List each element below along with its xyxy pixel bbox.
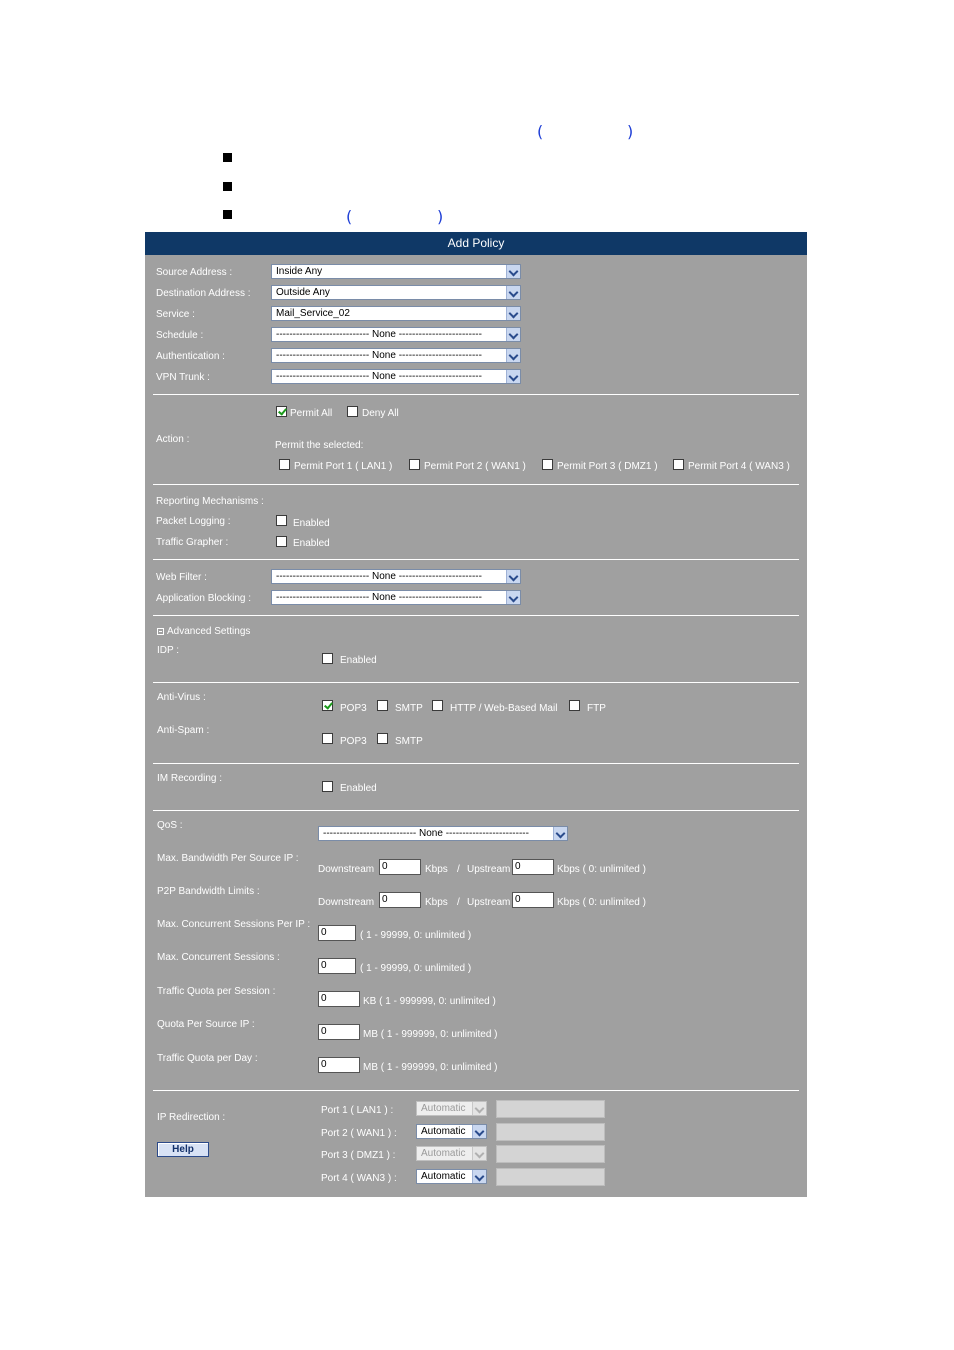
av-pop3-label: POP3 — [340, 703, 367, 714]
kbps-unlimited-label: Kbps ( 0: unlimited ) — [557, 864, 646, 875]
chevron-down-icon[interactable] — [472, 1125, 486, 1138]
permit-port-3-checkbox[interactable] — [542, 459, 553, 470]
quota-source-ip-label: Quota Per Source IP : — [157, 1019, 255, 1030]
packet-logging-label: Packet Logging : — [156, 516, 231, 527]
destination-address-label: Destination Address : — [156, 288, 251, 299]
max-sessions-per-ip-input[interactable]: 0 — [318, 925, 356, 941]
redirect-port-2-ip-input[interactable] — [496, 1123, 605, 1141]
doc-paren-close: ) — [627, 122, 634, 141]
im-recording-enabled-label: Enabled — [340, 783, 377, 794]
quota-source-ip-input[interactable]: 0 — [318, 1024, 360, 1040]
deny-all-checkbox[interactable] — [347, 406, 358, 417]
p2p-downstream-input[interactable]: 0 — [379, 892, 421, 908]
redirect-port-1-ip-input[interactable] — [496, 1100, 605, 1118]
av-smtp-checkbox[interactable] — [377, 700, 388, 711]
chevron-down-icon[interactable] — [472, 1170, 486, 1183]
traffic-quota-day-label: Traffic Quota per Day : — [157, 1053, 258, 1064]
source-address-select[interactable]: Inside Any — [271, 264, 521, 279]
permit-selected-label: Permit the selected: — [275, 440, 364, 451]
permit-port-4-label: Permit Port 4 ( WAN3 ) — [688, 461, 790, 472]
as-pop3-label: POP3 — [340, 736, 367, 747]
redirect-port-4-select[interactable]: Automatic — [416, 1169, 487, 1184]
idp-enabled-label: Enabled — [340, 655, 377, 666]
im-recording-label: IM Recording : — [157, 773, 223, 784]
idp-label: IDP : — [157, 645, 180, 656]
upstream-label: Upstream — [467, 864, 511, 875]
chevron-down-icon[interactable] — [506, 328, 520, 341]
max-sessions-input[interactable]: 0 — [318, 958, 356, 974]
traffic-grapher-label: Traffic Grapher : — [156, 537, 229, 548]
max-bandwidth-upstream-input[interactable]: 0 — [512, 859, 554, 875]
p2p-upstream-input[interactable]: 0 — [512, 892, 554, 908]
traffic-quota-session-input[interactable]: 0 — [318, 991, 360, 1007]
schedule-label: Schedule : — [156, 330, 204, 341]
upstream-label: Upstream — [467, 897, 511, 908]
as-pop3-checkbox[interactable] — [322, 733, 333, 744]
redirect-port-2-select[interactable]: Automatic — [416, 1124, 487, 1139]
mb-hint: MB ( 1 - 999999, 0: unlimited ) — [363, 1029, 498, 1040]
authentication-label: Authentication : — [156, 351, 225, 362]
chevron-down-icon[interactable] — [472, 1102, 486, 1115]
permit-port-1-checkbox[interactable] — [279, 459, 290, 470]
reporting-mechanisms-label: Reporting Mechanisms : — [156, 496, 264, 507]
redirect-port-1-label: Port 1 ( LAN1 ) : — [321, 1105, 394, 1116]
anti-spam-label: Anti-Spam : — [157, 725, 210, 736]
section-divider — [153, 1090, 799, 1091]
chevron-down-icon[interactable] — [506, 570, 520, 583]
chevron-down-icon[interactable] — [506, 591, 520, 604]
permit-port-2-checkbox[interactable] — [409, 459, 420, 470]
doc-paren-close: ) — [437, 207, 444, 226]
service-select[interactable]: Mail_Service_02 — [271, 306, 521, 321]
kbps-unlimited-label: Kbps ( 0: unlimited ) — [557, 897, 646, 908]
idp-checkbox[interactable] — [322, 653, 333, 664]
permit-port-4-checkbox[interactable] — [673, 459, 684, 470]
web-filter-label: Web Filter : — [156, 572, 207, 583]
section-divider — [153, 559, 799, 560]
web-filter-select[interactable]: ---------------------------- None ------------------------- — [271, 569, 521, 584]
doc-paren-open: ( — [537, 122, 544, 141]
application-blocking-label: Application Blocking : — [156, 593, 252, 604]
qos-select[interactable]: ---------------------------- None ------------------------- — [318, 826, 568, 841]
downstream-label: Downstream — [318, 897, 375, 908]
redirect-port-1-select[interactable]: Automatic — [416, 1101, 487, 1116]
section-divider — [153, 810, 799, 811]
max-bandwidth-label: Max. Bandwidth Per Source IP : — [157, 853, 299, 864]
downstream-label: Downstream — [318, 864, 375, 875]
vpn-trunk-select[interactable]: ---------------------------- None ------------------------- — [271, 369, 521, 384]
permit-port-3-label: Permit Port 3 ( DMZ1 ) — [557, 461, 658, 472]
sessions-hint: ( 1 - 99999, 0: unlimited ) — [360, 930, 472, 941]
bullet-icon — [223, 182, 232, 191]
kbps-label: Kbps — [425, 897, 448, 908]
redirect-port-3-ip-input[interactable] — [496, 1145, 605, 1163]
traffic-quota-session-label: Traffic Quota per Session : — [157, 986, 276, 997]
redirect-port-4-ip-input[interactable] — [496, 1168, 605, 1186]
chevron-down-icon[interactable] — [506, 370, 520, 383]
ip-redirection-label: IP Redirection : — [157, 1112, 226, 1123]
max-sessions-label: Max. Concurrent Sessions : — [157, 952, 280, 963]
av-pop3-checkbox[interactable] — [322, 700, 333, 711]
traffic-grapher-checkbox[interactable] — [276, 536, 287, 547]
redirect-port-4-label: Port 4 ( WAN3 ) : — [321, 1173, 397, 1184]
av-http-checkbox[interactable] — [432, 700, 443, 711]
deny-all-label: Deny All — [362, 408, 399, 419]
vpn-trunk-label: VPN Trunk : — [156, 372, 210, 383]
redirect-port-2-label: Port 2 ( WAN1 ) : — [321, 1128, 397, 1139]
redirect-port-3-label: Port 3 ( DMZ1 ) : — [321, 1150, 396, 1161]
schedule-select[interactable]: ---------------------------- None ------------------------- — [271, 327, 521, 342]
section-divider — [153, 394, 799, 395]
section-divider — [153, 763, 799, 764]
kb-hint: KB ( 1 - 999999, 0: unlimited ) — [363, 996, 496, 1007]
doc-paren-open: ( — [346, 207, 353, 226]
slash-label: / — [457, 897, 460, 908]
permit-all-label: Permit All — [290, 408, 333, 419]
chevron-down-icon[interactable] — [506, 307, 520, 320]
help-button[interactable]: Help — [157, 1142, 209, 1157]
authentication-select[interactable]: ---------------------------- None ------------------------- — [271, 348, 521, 363]
as-smtp-checkbox[interactable] — [377, 733, 388, 744]
im-recording-checkbox[interactable] — [322, 781, 333, 792]
slash-label: / — [457, 864, 460, 875]
max-sessions-per-ip-label: Max. Concurrent Sessions Per IP : — [157, 919, 311, 930]
bullet-icon — [223, 210, 232, 219]
kbps-label: Kbps — [425, 864, 448, 875]
section-divider — [153, 484, 799, 485]
av-ftp-checkbox[interactable] — [569, 700, 580, 711]
chevron-down-icon[interactable] — [506, 286, 520, 299]
source-address-label: Source Address : — [156, 267, 233, 278]
permit-port-1-label: Permit Port 1 ( LAN1 ) — [294, 461, 393, 472]
action-label: Action : — [156, 434, 190, 445]
av-smtp-label: SMTP — [395, 703, 423, 714]
destination-address-select[interactable]: Outside Any — [271, 285, 521, 300]
mb-hint: MB ( 1 - 999999, 0: unlimited ) — [363, 1062, 498, 1073]
chevron-down-icon[interactable] — [553, 827, 567, 840]
qos-label: QoS : — [157, 820, 183, 831]
sessions-hint: ( 1 - 99999, 0: unlimited ) — [360, 963, 472, 974]
service-label: Service : — [156, 309, 195, 320]
chevron-down-icon[interactable] — [506, 265, 520, 278]
chevron-down-icon[interactable] — [472, 1147, 486, 1160]
chevron-down-icon[interactable] — [506, 349, 520, 362]
advanced-settings-toggle[interactable]: Advanced Settings — [167, 626, 251, 637]
section-divider — [153, 682, 799, 683]
av-http-label: HTTP / Web-Based Mail — [450, 703, 558, 714]
permit-all-checkbox[interactable] — [276, 406, 287, 417]
traffic-quota-day-input[interactable]: 0 — [318, 1057, 360, 1073]
application-blocking-select[interactable]: ---------------------------- None ------------------------- — [271, 590, 521, 605]
permit-port-2-label: Permit Port 2 ( WAN1 ) — [424, 461, 526, 472]
collapse-icon[interactable] — [157, 628, 164, 635]
av-ftp-label: FTP — [587, 703, 606, 714]
packet-logging-checkbox[interactable] — [276, 515, 287, 526]
panel-title: Add Policy — [145, 232, 807, 255]
max-bandwidth-downstream-input[interactable]: 0 — [379, 859, 421, 875]
add-policy-panel — [145, 232, 807, 1197]
redirect-port-3-select[interactable]: Automatic — [416, 1146, 487, 1161]
bullet-icon — [223, 153, 232, 162]
traffic-grapher-enabled-label: Enabled — [293, 538, 330, 549]
packet-logging-enabled-label: Enabled — [293, 518, 330, 529]
section-divider — [153, 615, 799, 616]
anti-virus-label: Anti-Virus : — [157, 692, 206, 703]
p2p-bandwidth-label: P2P Bandwidth Limits : — [157, 886, 260, 897]
as-smtp-label: SMTP — [395, 736, 423, 747]
